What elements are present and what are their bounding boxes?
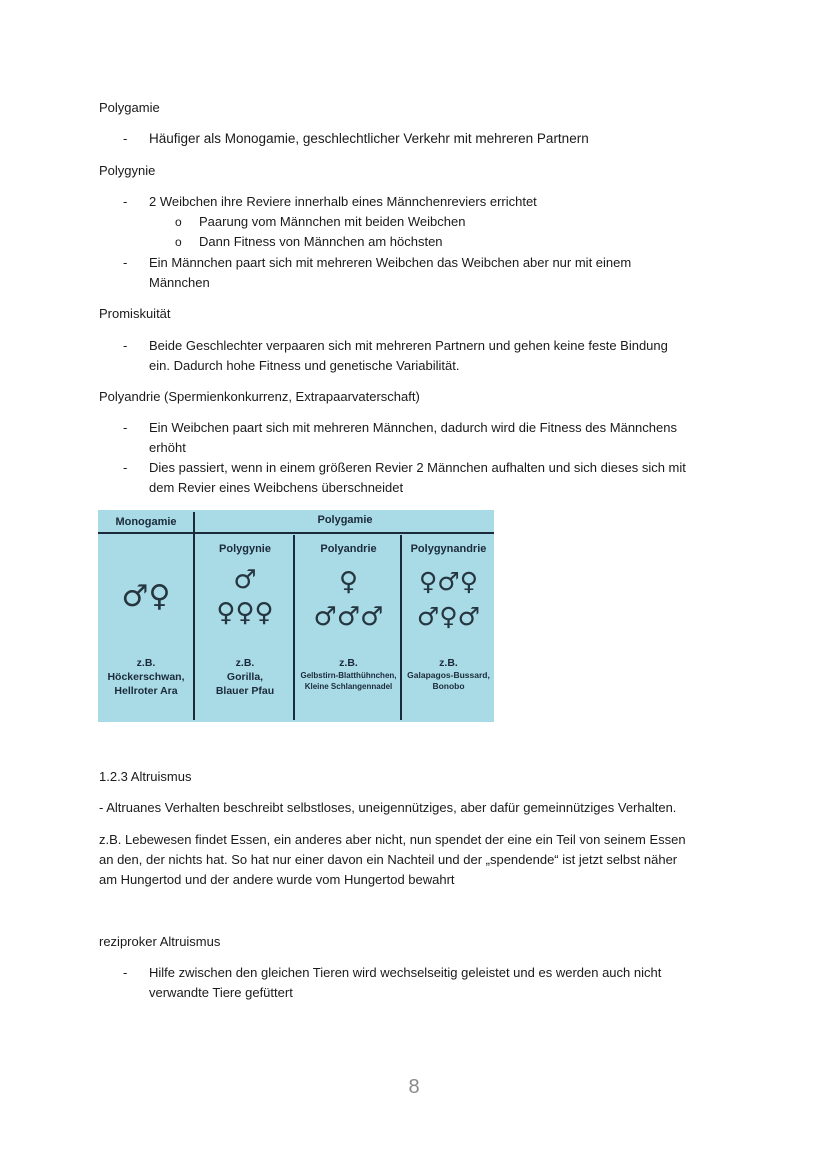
- female-symbol-icon: ♀: [148, 579, 171, 614]
- female-symbol-icon: ♀: [418, 567, 438, 596]
- heading-reziproker-altruismus: reziproker Altruismus: [99, 934, 221, 949]
- bullet-text: Hilfe zwischen den gleichen Tieren wird wechselseitig geleistet und es werden auch nicht: [149, 965, 662, 980]
- example-line: Blauer Pfau: [215, 685, 275, 697]
- example-polygynandrie: [403, 656, 494, 692]
- female-symbol-icon: ♀: [216, 598, 236, 628]
- mating-systems-figure: [98, 510, 494, 722]
- header-polygamie: Polygamie: [317, 514, 373, 526]
- altruismus-definition: - Altruanes Verhalten beschreibt selbstloses, uneigennütziges, aber dafür gemeinnütziges Verhalten.: [99, 800, 677, 815]
- example-monogamie: [98, 656, 194, 698]
- heading-polygamie: Polygamie: [99, 100, 160, 115]
- bullet-dash: -: [123, 338, 128, 353]
- example-label: z.B.: [339, 657, 358, 669]
- female-symbol-icon: ♀: [338, 567, 359, 597]
- header-monogamie: Monogamie: [115, 516, 177, 528]
- altruismus-example-line: am Hungertod und der andere wurde vom Hungertod bewahrt: [99, 872, 455, 887]
- bullet-text: Ein Weibchen paart sich mit mehreren Männchen, dadurch wird die Fitness des Männchens: [149, 420, 677, 435]
- example-label: z.B.: [439, 657, 458, 669]
- example-line: Galapagos-Bussard,: [407, 670, 490, 680]
- example-line: Gelbstirn-Blatthühnchen,: [300, 671, 397, 680]
- heading-polyandrie: Polyandrie (Spermienkonkurrenz, Extrapaarvaterschaft): [99, 389, 420, 404]
- bullet-text: Häufiger als Monogamie, geschlechtlicher Verkehr mit mehreren Partnern: [149, 131, 589, 146]
- sub-bullet-text: Paarung vom Männchen mit beiden Weibchen: [199, 214, 466, 229]
- bullet-text: 2 Weibchen ihre Reviere innerhalb eines Männchenreviers errichtet: [149, 194, 537, 209]
- sub-bullet-text: Dann Fitness von Männchen am höchsten: [199, 234, 443, 249]
- bullet-text: Ein Männchen paart sich mit mehreren Weibchen das Weibchen aber nur mit einem: [149, 255, 632, 270]
- female-symbol-icon: ♀: [439, 602, 458, 631]
- bullet-dash: -: [123, 420, 128, 435]
- bullet-text: Beide Geschlechter verpaaren sich mit mehreren Partnern und gehen keine feste Bindung: [149, 338, 668, 353]
- bullet-dash: -: [123, 131, 128, 146]
- example-polygynie: [196, 656, 294, 698]
- altruismus-example-line: z.B. Lebewesen findet Essen, ein anderes aber nicht, nun spendet der eine ein Teil von seinem Essen: [99, 832, 686, 847]
- column-polygynandrie: Polygynandrie: [410, 543, 487, 555]
- page-number: 8: [408, 1076, 420, 1098]
- female-symbol-icon: ♀: [235, 598, 255, 628]
- male-symbol-icon: ♂: [457, 602, 481, 631]
- male-symbol-icon: ♂: [336, 602, 361, 632]
- bullet-text: Männchen: [149, 275, 210, 290]
- column-polygynie: Polygynie: [219, 543, 271, 555]
- bullet-dash: -: [123, 194, 128, 209]
- example-line: Hellroter Ara: [114, 685, 178, 697]
- example-line: Höckerschwan,: [107, 671, 185, 683]
- example-polyandrie: [296, 656, 401, 692]
- male-symbol-icon: ♂: [121, 579, 149, 614]
- male-symbol-icon: ♂: [313, 602, 337, 632]
- bullet-text: dem Revier eines Weibchens überschneidet: [149, 480, 404, 495]
- female-symbol-icon: ♀: [459, 567, 479, 596]
- female-symbol-icon: ♀: [254, 598, 274, 628]
- monogamie-symbols: [98, 580, 194, 614]
- bullet-text: verwandte Tiere gefüttert: [149, 985, 293, 1000]
- example-line: Gorilla,: [226, 671, 264, 683]
- bullet-text: Dies passiert, wenn in einem größeren Revier 2 Männchen aufhalten und sich dieses sich mit: [149, 460, 686, 475]
- heading-promiskuitaet: Promiskuität: [99, 306, 171, 321]
- example-line: Kleine Schlangennadel: [304, 682, 393, 691]
- polyandrie-male-row: [296, 602, 401, 632]
- polygynie-female-row: [196, 598, 294, 628]
- bullet-text: ein. Dadurch hohe Fitness und genetische Variabilität.: [149, 358, 460, 373]
- polyandrie-female-row: [296, 567, 401, 597]
- polygynandrie-row-2: [403, 602, 494, 632]
- sub-bullet-marker: o: [175, 235, 182, 249]
- bullet-dash: -: [123, 965, 128, 980]
- sub-bullet-marker: o: [175, 215, 182, 229]
- example-label: z.B.: [136, 657, 156, 669]
- example-line: Bonobo: [432, 681, 465, 691]
- example-label: z.B.: [235, 657, 255, 669]
- heading-polygynie: Polygynie: [99, 163, 156, 178]
- bullet-dash: -: [123, 255, 128, 270]
- altruismus-example-line: an den, der nichts hat. So hat nur einer davon ein Nachteil und der „spendende“ ist jetzt selbst näher: [99, 852, 678, 867]
- male-symbol-icon: ♂: [360, 602, 384, 632]
- male-symbol-icon: ♂: [233, 565, 257, 595]
- male-symbol-icon: ♂: [437, 567, 460, 596]
- heading-altruismus: 1.2.3 Altruismus: [99, 769, 192, 784]
- column-polyandrie: Polyandrie: [320, 543, 377, 555]
- polygynie-male-row: [196, 565, 294, 595]
- bullet-text: erhöht: [149, 440, 186, 455]
- bullet-dash: -: [123, 460, 128, 475]
- male-symbol-icon: ♂: [416, 602, 440, 631]
- polygynandrie-row-1: [403, 567, 494, 597]
